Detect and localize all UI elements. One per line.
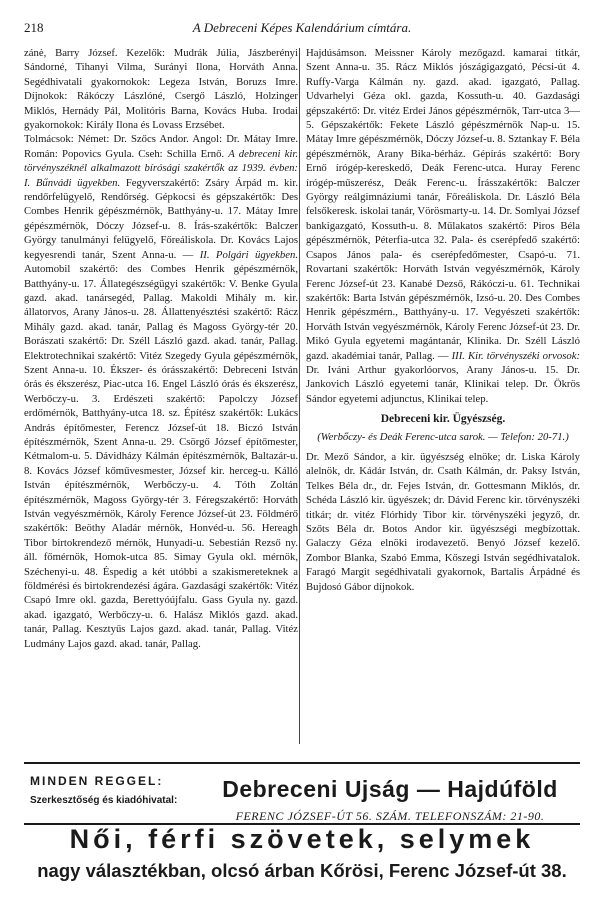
page-header [24,20,580,40]
ad-fabrics-headline: Női, férfi szövetek, selymek [69,824,535,854]
experts-heading: A debreceni kir. törvényszéknél alkalmazott bírósági szakértők az 1939. évben: I. Bűnvádi ügyekben. [24,147,298,189]
paragraph-text: Tolmácsok: Német: Dr. Szőcs Andor. Angol: Dr. Mátay Imre. Román: Popovics Gyula. Cseh: Schilla Ernő. [24,133,298,160]
running-title: A Debreceni Képes Kalendárium címtára. [192,20,412,35]
ad-newspaper-title: Debreceni Ujság — Hajdúföld [222,776,558,802]
page-number: 218 [24,20,44,35]
prosecution-title: Debreceni kir. Ügyészség. [380,413,506,426]
paragraph-text: Automobil szakértő: des Combes Henrik gépészmérnök, Batthyány-u. 17. Állategészségügyi szakértők: V. Benke Gyula gazd. akad. tanársegéd, Pallag. Makoldi Mihály m. kir. állatorvos, Arany János-u. 28. Állattenyésztési szakértő: Rácz Mihály gazd. akad. tanár, Pallag és Magoss György-tér 20. Borászati szakértő: Dr. Széll László gazd. akad. tanár, Pallag. Elektrotechnikai szakértő: Vitéz Szegedy Gyula gépészmérnök, Szent Anna-u. 10. Ékszer- és órásszakértő: Debreceni István órás és ékszerész, Piac-utca 16. Engel László órás és ékszerész, Werbőczy-u. 3. Erdészeti szakértő: Papolczy József erdőmérnök, Batthyány-utca 18. sz. Építész szakértők: Lukács András építőmester, Ferencz József-út 18. Biczó István építészmérnök, Szent Anna-u. 29. Csörgő József építőmester, Kétmalom-u. 5. Dávidházy Kálmán építészmérnök, Baltazár-u. 8. Kovács József kőművesmester, József kir. herceg-u. Kálló István építészmérnök, Werbőczy-u. 4. Tóth Zoltán építészmérnök, Magoss György-tér 3. Féregszakértő: Horváth István vegyészmérnök, Károly Ference József-út 23. Földmérő szakértők: Beöthy Aladár mérnök, Honvéd-u. 56. Hereagh Tibor birtokrendező mérnök, Hunyadi-u. Sebestián Rezső ny. áll. főmérnök, Homok-utca 85. Simay Gyula okl. mérnök, Széchenyi-u. 48. Éspedig a két utóbbi a szakismereteknek a földmérési és birtokrendezési ágára. Gazdasági szakértők: Vitéz Csapó Imre okl. gazda, Berettyóújfalu. Gass Gyula ny. gazd. akad. igazgató, Werbőczy-u. 6. Halász Miklós gazd. akad. tanár, Pallag. Kesztyűs Lajos gazd. akad. tanár, Pallag. Vitéz Ludmány Lajos gazd. akad. tanár, Pallag. [24,263,298,650]
paragraph: Dr. Mező Sándor, a kir. ügyészség elnöke; dr. Liska Károly alelnök, dr. Kádár István, dr. Csath Kálmán, dr. Paksy István, Telkes Béla dr., dr. Fejes István, dr. Gottesmann Miklós, dr. Schéda László kir. ügyészek; dr. Dávid Ferenc kir. törvényszéki titkár; dr. vitéz Flórhidy Tibor kir. törvényszéki jegyző, dr. Szőts Béla dr. Botos Andor kir. ügyészségi megbízottak. Galaczy Géza elnöki irodavezető. Benyó József kezelő. Zombor Blanka, Szabó Emma, Kőszegi István segédhivatalok. Faragó Margit segédhivatali gyakornok, Bartalis Árpádné és Bujdosó Gábor díjnokok. [306,450,580,593]
ad-editorial-label: Szerkesztőség és kiadóhivatal: [30,795,178,806]
interpreters-paragraph [24,132,298,651]
prosecution-address: (Werbőczy- és Deák Ferenc-utca sarok. — Telefon: 20-71.) [317,430,569,443]
column-divider [299,48,300,744]
divider-rule [24,762,580,764]
paragraph [306,46,580,406]
ad-address: FERENC JÓZSEF-ÚT 56. SZÁM. TELEFONSZÁM: 21-90. [235,809,545,823]
ad-kicker: MINDEN REGGEL: [30,774,164,788]
paragraph-text: Hajdúsámson. Meissner Károly mezőgazd. kamarai titkár, Szent Anna-u. 35. Rácz Miklós jószágigazgató, Pécsi-út 4. Ruffy-Varga Kálmán ny. gazd. akad. igazgató, Pallag. Udvarhelyi Géza okl. gazda, Kossuth-u. 40. Gazdasági gépszakértő: Dr. vitéz Erdei János gépészmérnök, Tarr-utca 3—5. Gépszakértők: Fekete László gépészmérnök Nap-u. 15. Mátay Imre gépészmérnök, Dóczy József-u. 8. Sztankay F. Béla gépészmérnök, Arany Bika-bérház. Gépírás szakértő: Bory Ernő írógép-kereskedő, Deák Ferenc-utca. Huray Ferenc írógép-műszerész, Deák Ferenc-u. Írásszakértők: Balczer György reálgimnáziumi tanár, Főreáliskola. Dr. László Béla felsőkeresk. iskolai tanár, Vörösmarty-u. 14. Dr. Somlyai József bankigazgató, Kossuth-u. 8. Műlakatos szakértő: Piros Béla gépészmérnök, Péterfia-utca 32. Pala- és cserépfedő szakértő: Csapos János pala- és cserépfedőmester, Csapó-u. 71. Rovartani szakértők: Horváth István vegyészmérnök, Károly Ferenc József-út 23. Kanabé Dezső, Rákóczi-u. 61. Technikai szakértők: Barta István gépészmérnök, Izsó-u. 20. Des Combes Henrik gépészmérn., Batthyány-u. 17. Vegyészeti szakértők: Horváth István vegyészmérnök, Károly Ferenc József-út 23. Dr. Mikó Gyula egyetemi magántanár, Klinika. Dr. Széll László gazd. akadémiai tanár, Pallag. — [306,47,580,362]
medical-examiners-heading: III. Kir. törvényszéki orvosok: [451,349,580,362]
paragraph-text: Fegyverszakértő: Zsáry Árpád m. kir. rendőrfelügyelő, Rendőrség. Gépkocsi és gépszakértők: Des Combes Henrik gépészmérnök, Batthyány-u. 17. Mátay Imre gépészmérnök, Dóczy József-u. 8. Írás-szakértők: Balczer György tanulmányi felügyelő, Főreáliskola. Dr. Kovács Lajos kegyesrendi tanár, Szent Anna-u. — [24,176,298,261]
paragraph: zánė, Barry József. Kezelők: Mudrák Júlia, Jászberényi Sándorné, Tihanyi Vilma, Surányi Ilona, Horváth Anna. Segédhivatali gyakornokok: Legeza István, Boruzs Imre. Díjnokok: Rákóczy Lászlóné, Csergő László, Holzinger Miklós, Hernády Pál, Molitóris Barna, Kovács Huba. Irodai gyakornokok: Király Ilona és Lovass Erzsébet. [24,47,298,132]
left-column [24,46,298,752]
civil-cases-heading: II. Polgári ügyekben. [199,248,298,261]
paragraph-text: Dr. Iváni Arthur gyakorlóorvos, Arany János-u. 15. Dr. Jankovich László egyetemi tanár, Klinikai telep. Dr. Ökrös Sándor egyetemi adjunctus, Klinikai telep. [306,363,580,405]
ad-fabrics-tagline: nagy választékban, olcsó árban Kőrösi, Ferenc József-út 38. [37,860,567,881]
right-column [306,46,580,752]
